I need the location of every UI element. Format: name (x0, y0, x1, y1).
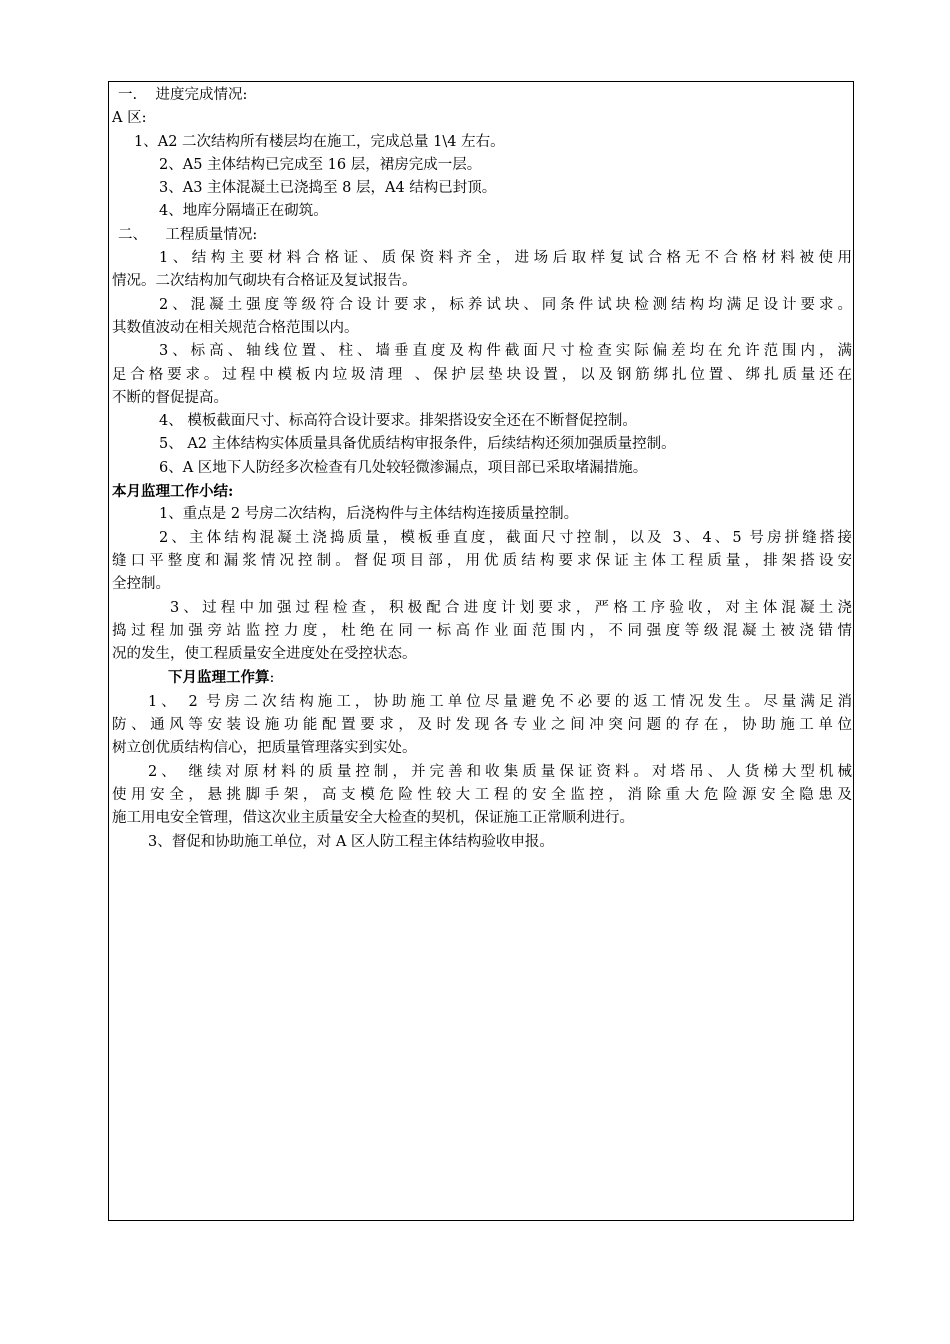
next-month-heading-text: 下月监理工作算 (168, 669, 270, 687)
plan-item-2-line-2: 使用安全，悬挑脚手架，高支模危险性较大工程的安全监控，消除重大危险源安全隐患及 (112, 786, 852, 803)
plan-item-2-line-3: 施工用电安全管理，借这次业主质量安全大检查的契机，保证施工正常顺利进行。 (112, 810, 634, 827)
summary-item-3-line-3: 况的发生，使工程质量安全进度处在受控状态。 (112, 646, 417, 663)
quality-item-2-line-1: 2、混凝土强度等级符合设计要求，标养试块、同条件试块检测结构均满足设计要求。 (159, 296, 852, 313)
section-heading-next-month-plan (112, 666, 852, 690)
quality-item-6: 6、A 区地下人防经多次检查有几处较轻微渗漏点，项目部已采取堵漏措施。 (159, 459, 648, 476)
section-heading-progress: 一. 进度完成情况: (118, 87, 248, 103)
zone-label: A 区: (112, 110, 147, 127)
plan-item-2-line-1: 2、 继续对原材料的质量控制，并完善和收集质量保证资料。对塔吊、人货梯大型机械 (148, 763, 852, 780)
quality-item-3-line-2: 足合格要求。过程中模板内垃圾清理 、保护层垫块设置，以及钢筋绑扎位置、绑扎质量还在 (112, 366, 852, 383)
quality-item-1-line-2: 情况。二次结构加气砌块有合格证及复试报告。 (112, 273, 417, 290)
plan-item-1-line-3: 树立创优质结构信心，把质量管理落实到实处。 (112, 740, 417, 757)
progress-item-2: 2、A5 主体结构已完成至 16 层，裙房完成一层。 (159, 156, 482, 173)
progress-item-3: 3、A3 主体混凝土已浇捣至 8 层，A4 结构已封顶。 (159, 180, 497, 197)
plan-item-1-line-1: 1、 2 号房二次结构施工，协助施工单位尽量避免不必要的返工情况发生。尽量满足消 (148, 693, 852, 710)
plan-item-1-line-2: 防、通风等安装设施功能配置要求，及时发现各专业之间冲突问题的存在，协助施工单位 (112, 717, 852, 734)
summary-item-3-line-1: 3、过程中加强过程检查，积极配合进度计划要求，严格工序验收，对主体混凝土浇 (170, 599, 852, 616)
progress-item-4: 4、地库分隔墙正在砌筑。 (159, 203, 328, 220)
plan-item-3: 3、督促和协助施工单位，对 A 区人防工程主体结构验收申报。 (148, 833, 554, 850)
section-heading-quality: 二、 工程质量情况: (118, 226, 258, 243)
summary-item-2-line-2: 缝口平整度和漏浆情况控制。督促项目部，用优质结构要求保证主体工程质量，排架搭设安 (112, 552, 852, 569)
summary-item-2-line-1: 2、主体结构混凝土浇捣质量，模板垂直度，截面尺寸控制，以及 3、4、5 号房拼缝搭接 (159, 529, 852, 546)
quality-item-3-line-3: 不断的督促提高。 (112, 389, 228, 406)
quality-item-3-line-1: 3、标高、轴线位置、柱、墙垂直度及构件截面尺寸检查实际偏差均在允许范围内，满 (159, 343, 852, 360)
summary-item-3-line-2: 捣过程加强旁站监控力度，杜绝在同一标高作业面范围内，不同强度等级混凝土被浇错情 (112, 622, 852, 639)
summary-item-2-line-3: 全控制。 (112, 576, 170, 593)
next-month-heading-colon: : (269, 670, 275, 687)
quality-item-5: 5、 A2 主体结构实体质量具备优质结构审报条件，后续结构还须加强质量控制。 (159, 436, 676, 453)
quality-item-2-line-2: 其数值波动在相关规范合格范围以内。 (112, 319, 359, 336)
progress-item-1: 1、A2 二次结构所有楼层均在施工，完成总量 1\4 左右。 (134, 133, 505, 150)
report-content (112, 84, 852, 854)
section-heading-monthly-summary: 本月监理工作小结: (112, 483, 234, 501)
summary-item-1: 1、重点是 2 号房二次结构，后浇构件与主体结构连接质量控制。 (159, 506, 579, 523)
quality-item-1-line-1: 1、结构主要材料合格证、质保资料齐全，进场后取样复试合格无不合格材料被使用 (159, 250, 852, 267)
quality-item-4: 4、 模板截面尺寸、标高符合设计要求。排架搭设安全还在不断督促控制。 (159, 413, 637, 430)
